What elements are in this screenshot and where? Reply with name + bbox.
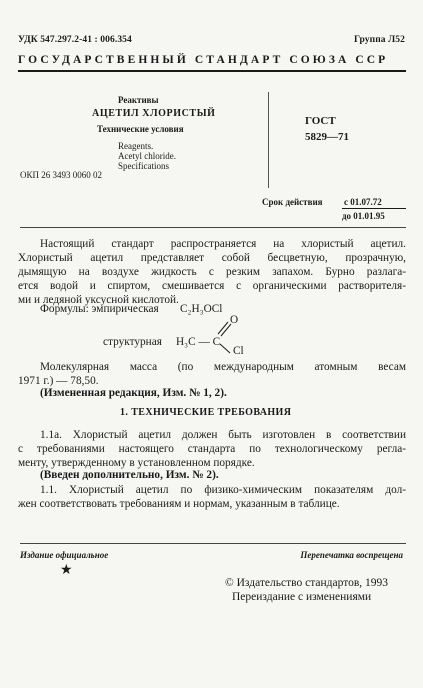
intro-line-2: Хлористый ацетил представляет собой бесцветную, прозрачную,	[18, 252, 406, 264]
clause-1a-line-1: 1.1а. Хлористый ацетил должен быть изготовлен в соответствии	[40, 429, 406, 441]
english-title	[118, 141, 176, 171]
double-bond-1	[218, 322, 228, 334]
intro-line-3: дымящую на воздухе жидкость с резким запахом. Бурно разлага-	[18, 266, 406, 278]
clause-11-line-1: 1.1. Хлористый ацетил по физико-химическим показателям дол-	[40, 484, 406, 496]
header-bottom-rule	[20, 227, 406, 228]
clause-11-line-2: жен соответствовать требованиям и нормам, указанным в таблице.	[18, 498, 340, 510]
empirical-formula: C₂H₃OCl	[180, 303, 223, 315]
atom-oxygen: O	[230, 314, 239, 326]
single-bond-cl	[220, 344, 230, 353]
official-edition: Издание официальное	[20, 550, 109, 560]
okp-code: ОКП 26 3493 0060 02	[20, 170, 103, 180]
gost-divider	[268, 92, 269, 188]
validity-rule	[342, 208, 406, 209]
state-standard-title: ГОСУДАРСТВЕННЫЙ СТАНДАРТ СОЮЗА ССР	[18, 54, 389, 66]
copyright-line: © Издательство стандартов, 1993	[225, 577, 389, 589]
title-rule	[18, 70, 406, 72]
star-icon: ★	[60, 562, 73, 578]
reissue-line: Переиздание с изменениями	[232, 591, 372, 603]
validity-to: до 01.01.95	[342, 211, 385, 221]
document-name: АЦЕТИЛ ХЛОРИСТЫЙ	[92, 108, 216, 119]
structural-label: структурная	[103, 336, 162, 348]
clause-1a-line-2: с требованиями настоящего стандарта по технологическому регла-	[18, 443, 406, 455]
amendment-note-1: (Измененная редакция, Изм. № 1, 2).	[40, 387, 227, 399]
validity-from: с 01.07.72	[344, 197, 382, 207]
footer-rule	[20, 543, 406, 544]
document-subtitle: Технические условия	[97, 124, 184, 134]
clause-1a-line-3: менту, утвержденному в установленном порядке.	[18, 457, 255, 469]
mass-line-2: 1971 г.) — 78,50.	[18, 375, 99, 387]
intro-line-5: ми и ледяной уксусной кислотой.	[18, 294, 179, 306]
formula-label: Формулы: эмпирическая	[40, 303, 159, 315]
mass-line-1: Молекулярная масса (по международным атомным весам	[40, 361, 406, 373]
english-line-1: Reagents.	[118, 141, 154, 151]
gost-number: 5829—71	[305, 131, 349, 143]
english-line-2: Acetyl chloride.	[118, 151, 176, 161]
amendment-note-2: (Введен дополнительно, Изм. № 2).	[40, 469, 219, 481]
structural-left: H₃C — C	[176, 336, 221, 348]
category-label: Реактивы	[118, 95, 159, 105]
intro-line-1: Настоящий стандарт распространяется на хлористый ацетил.	[40, 238, 406, 250]
atom-chlorine: Cl	[233, 345, 244, 357]
gost-label: ГОСТ	[305, 115, 336, 127]
reprint-prohibited: Перепечатка воспрещена	[300, 550, 403, 560]
validity-label: Срок действия	[262, 197, 323, 207]
group-code: Группа Л52	[353, 35, 405, 45]
intro-line-4: ется водой и спиртом, смешивается с органическими растворителя-	[18, 280, 406, 292]
section-heading: 1. ТЕХНИЧЕСКИЕ ТРЕБОВАНИЯ	[120, 407, 292, 418]
english-line-3: Specifications	[118, 161, 169, 171]
udk-code: УДК 547.297.2-41 : 006.354	[18, 35, 132, 45]
